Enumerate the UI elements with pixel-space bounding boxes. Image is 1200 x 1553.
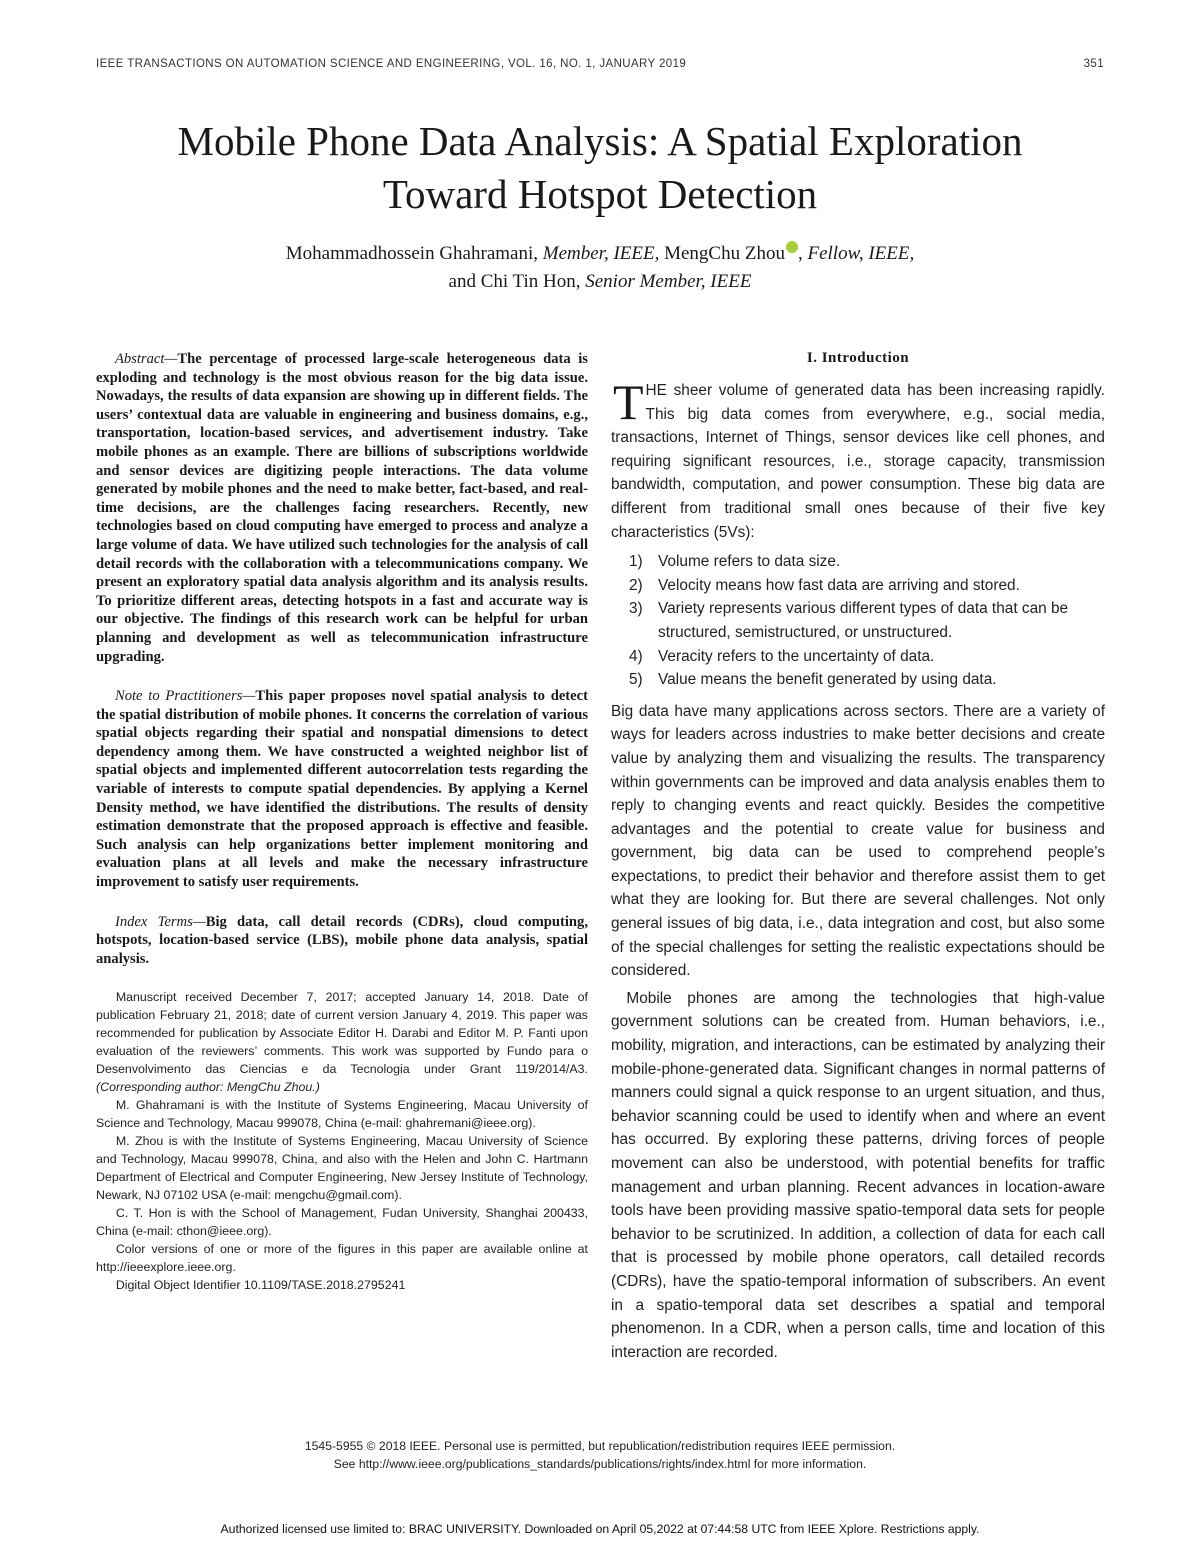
note-text: This paper proposes novel spatial analysis to detect the spatial distribution of mobile phones. It concerns the correlation of various spatial objects regarding their spatial and nonspatial dimensions to detect dependency among them. We have constructed a weighted neighbor list of spatial objects and implemented different autocorrelation tests regarding the variable of interests to compute spatial dependencies. By applying a Kernel Density method, we have identified the distributions. The results of density estimation demonstrate that the proposed approach is effective and feasible. Such analysis can help organizations better implement monitoring and evaluation plans at all levels and make the necessary infrastructure improvement to satisfy user requirements. bbox=[96, 688, 588, 891]
index-terms-label: Index Terms— bbox=[114, 913, 206, 930]
list-item bbox=[611, 645, 1105, 669]
orcid-icon[interactable] bbox=[786, 241, 798, 253]
abstract bbox=[96, 350, 588, 666]
author-1-name: Mohammadhossein Ghahramani, bbox=[285, 243, 538, 264]
abstract-text: The percentage of processed large-scale heterogeneous data is exploding and technology is the most obvious reason for the big data issue. Nowadays, the results of data expansion are showing up in different fields. The users’ contextual data are valuable in engineering and business domains, e.g., transportation, location-based services, and advertisement industry. Take mobile phones as an example. There are billions of subscriptions worldwide and sensor devices are digitizing people interactions. The data volume generated by mobile phones and the need to make better, fact-based, and real-time decisions, are the challenges facing researchers. Recently, new technologies based on cloud computing have emerged to process and analyze a large volume of data. We have utilized such technologies for the analysis of call detail records with the collaboration with a telecommunications company. We present an exploratory spatial data analysis algorithm and its analysis results. To prioritize different areas, detecting hotspots in a fast and accurate way is our objective. The findings of this research work can be helpful for urban planning and development as well as telecommunication infrastructure upgrading. bbox=[96, 351, 588, 665]
authorized-use-notice: Authorized licensed use limited to: BRAC UNIVERSITY. Downloaded on April 05,2022 at 07:44:58 UTC from IEEE Xplore. Restrictions apply. bbox=[220, 1522, 980, 1536]
author-3-role: Senior Member, IEEE bbox=[585, 271, 752, 292]
drop-cap: T bbox=[613, 374, 644, 430]
copyright-line-1: 1545-5955 © 2018 IEEE. Personal use is permitted, but republication/redistribution requires IEEE permission. bbox=[304, 1439, 896, 1453]
corresponding-author: (Corresponding author: MengChu Zhou.) bbox=[96, 1080, 320, 1095]
author-3-name: and Chi Tin Hon, bbox=[448, 271, 581, 292]
index-terms bbox=[96, 913, 588, 969]
note-to-practitioners bbox=[96, 687, 588, 892]
list-item bbox=[611, 597, 1105, 644]
journal-info: IEEE TRANSACTIONS ON AUTOMATION SCIENCE AND ENGINEERING, VOL. 16, NO. 1, JANUARY 2019 bbox=[96, 58, 687, 70]
list-text: Value means the benefit generated by using data. bbox=[658, 671, 997, 689]
running-header bbox=[96, 58, 1104, 70]
author-2-name: MengChu Zhou bbox=[664, 243, 785, 264]
note-label: Note to Practitioners— bbox=[114, 688, 256, 705]
right-column bbox=[611, 350, 1105, 1364]
intro-paragraph-1 bbox=[611, 374, 1105, 544]
intro-paragraph-3: Mobile phones are among the technologies that high-value government solutions can be created from. Human behaviors, i.e., mobility, migration, and interactions, can be estimated by analyzing their mobile-phone-generated data. Significant changes in normal patterns of manners could signal a quick response to an urgent situation, and thus, behavior scanning could be used to identify when and where an event has occurred. By exploring these patterns, driving forces of people movement can also be understood, with potential benefits for traffic management and urban planning. Recent advances in location-aware tools have been providing massive spatio-temporal data sets for people behavior to be scrutinized. In addition, a collection of data for each call that is processed by mobile phone operators, call detailed records (CDRs), have the spatio-temporal information of subscribers. An event in a spatio-temporal data set describes a spatial and temporal phenomenon. In a CDR, when a person calls, time and location of this interaction are recorded. bbox=[611, 989, 1105, 1361]
copyright-line-2: See http://www.ieee.org/publications_standards/publications/rights/index.html for more information. bbox=[333, 1457, 867, 1471]
list-item bbox=[611, 668, 1105, 692]
manuscript-text: Manuscript received December 7, 2017; accepted January 14, 2018. Date of publication February 21, 2018; date of current version January 4, 2019. This paper was recommended for publication by Associate Editor H. Darabi and Editor M. P. Fanti upon evaluation of the reviewers’ comments. This work was supported by Fundo para o Desenvolvimento das Ciencias e da Tecnologia under Grant 119/2014/A3. bbox=[96, 990, 588, 1077]
author-line-2 bbox=[80, 268, 1120, 296]
page-number: 351 bbox=[1083, 58, 1104, 70]
list-number: 1) bbox=[629, 553, 643, 571]
footnote-ghahramani: M. Ghahramani is with the Institute of Systems Engineering, Macau University of Science and Technology, Macau 999078, China (e-mail: ghahremani@ieee.org). bbox=[96, 1098, 588, 1131]
footnote-doi: Digital Object Identifier 10.1109/TASE.2018.2795241 bbox=[115, 1278, 406, 1293]
list-number: 4) bbox=[629, 647, 643, 665]
list-item bbox=[611, 550, 1105, 574]
section-heading-introduction: I. Introduction bbox=[806, 350, 910, 366]
author-1-role: Member, IEEE, bbox=[542, 243, 660, 264]
intro-p1-text: HE sheer volume of generated data has been increasing rapidly. This big data comes from everywhere, e.g., social media, transactions, Internet of Things, sensor devices like cell phones, and requiring significant resources, i.e., storage capacity, transmission bandwidth, computation, and power consumption. These big data are different from traditional small ones because of their five key characteristics (5Vs): bbox=[611, 382, 1105, 541]
title-line-1: Mobile Phone Data Analysis: A Spatial Exploration bbox=[177, 118, 1023, 164]
list-text: Velocity means how fast data are arriving and stored. bbox=[658, 576, 1020, 594]
list-text: Variety represents various different types of data that can be structured, semistructured, or unstructured. bbox=[658, 600, 1069, 641]
abstract-label: Abstract— bbox=[114, 351, 178, 367]
copyright-notice bbox=[96, 1437, 1104, 1473]
footnotes bbox=[96, 988, 588, 1294]
list-text: Veracity refers to the uncertainty of data. bbox=[658, 647, 935, 665]
intro-paragraph-2: Big data have many applications across sectors. There are a variety of ways for leaders across industries to make better decisions and create value by analyzing them and visualizing the results. The transparency within governments can be improved and data analysis enables them to reply to changing events and react quickly. Besides the competitive advantages and the potential to create value for business and government, big data can be used to comprehend people’s expectations, to predict their behavior and therefore assist them to get what they are looking for. But there are several challenges. Not only general issues of big data, i.e., data integration and cost, but also some of the special challenges for setting the realistic expectations should be considered. bbox=[611, 702, 1105, 980]
paper-title bbox=[60, 115, 1140, 221]
title-line-2: Toward Hotspot Detection bbox=[382, 171, 818, 217]
left-column bbox=[96, 350, 588, 1294]
list-text: Volume refers to data size. bbox=[658, 553, 841, 571]
list-item bbox=[611, 574, 1105, 598]
author-2-role: Fellow, IEEE, bbox=[807, 243, 915, 264]
list-number: 3) bbox=[629, 600, 643, 618]
footnote-hon: C. T. Hon is with the School of Management, Fudan University, Shanghai 200433, China (e-mail: cthon@ieee.org). bbox=[96, 1206, 588, 1239]
author-list bbox=[80, 240, 1120, 296]
characteristics-list bbox=[611, 550, 1105, 692]
list-number: 2) bbox=[629, 576, 643, 594]
footnote-manuscript bbox=[96, 988, 588, 1096]
footnote-zhou: M. Zhou is with the Institute of Systems Engineering, Macau University of Science and Technology, Macau 999078, China, and also with the Helen and John C. Hartmann Department of Electrical and Computer Engineering, New Jersey Institute of Technology, Newark, NJ 07102 USA (e-mail: mengchu@gmail.com). bbox=[96, 1134, 588, 1203]
list-number: 5) bbox=[629, 671, 643, 689]
author-line-1: Mohammadhossein Ghahramani, Member, IEEE, MengChu Zhou , Fellow, IEEE, bbox=[285, 243, 915, 264]
footnote-color: Color versions of one or more of the figures in this paper are available online at http://ieeexplore.ieee.org. bbox=[96, 1242, 588, 1275]
index-terms-text: Big data, call detail records (CDRs), cloud computing, hotspots, location-based service (LBS), mobile phone data analysis, spatial analysis. bbox=[96, 913, 588, 967]
